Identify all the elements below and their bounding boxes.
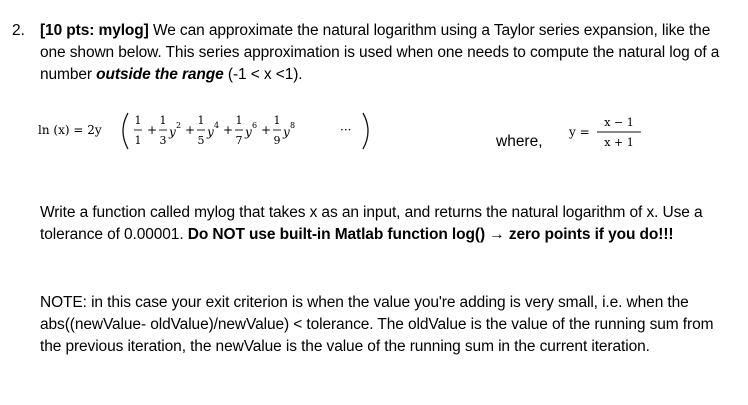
plus-sign: + xyxy=(147,123,158,137)
term-numerator: 1 xyxy=(273,114,281,127)
term-exponent: 6 xyxy=(252,121,258,130)
term-variable: y xyxy=(245,125,252,139)
plus-sign: + xyxy=(223,123,234,137)
left-paren xyxy=(123,113,128,149)
formula-ellipsis: ··· xyxy=(340,123,352,137)
task-text: Write a function called mylog that takes x as an input, and returns the natural logarithm of x. Use a tolerance of 0.00001. xyxy=(40,204,703,243)
intro-text-2: (-1 < x <1). xyxy=(223,66,303,83)
term-variable: y xyxy=(169,125,176,139)
taylor-series-formula xyxy=(38,111,378,151)
where-label: where, xyxy=(496,133,543,150)
term-denominator: 3 xyxy=(159,134,167,147)
task-paragraph xyxy=(40,202,730,246)
term-exponent: 4 xyxy=(214,121,220,130)
y-definition xyxy=(569,113,649,153)
term-numerator: 1 xyxy=(197,114,205,127)
points-label: [10 pts: mylog] xyxy=(40,22,149,39)
y-denominator: x + 1 xyxy=(604,136,634,149)
y-lhs: y = xyxy=(569,125,590,139)
intro-emphasis: outside the range xyxy=(96,66,224,83)
formula-lhs: ln (x) = 2y xyxy=(38,123,102,137)
y-numerator: x − 1 xyxy=(604,116,634,129)
term-variable: y xyxy=(283,125,290,139)
term-numerator: 1 xyxy=(134,114,142,127)
question-number: 2. xyxy=(12,22,25,39)
right-paren xyxy=(363,113,368,149)
term-denominator: 9 xyxy=(273,134,281,147)
formula-terms xyxy=(134,114,295,147)
term-numerator: 1 xyxy=(235,114,243,127)
plus-sign: + xyxy=(261,123,272,137)
intro-text-1: We can approximate the natural logarithm using a Taylor series expansion, like the one shown below. This series approximation is used when one needs to compute the natural log of a number xyxy=(40,22,720,83)
term-numerator: 1 xyxy=(159,114,167,127)
plus-sign: + xyxy=(185,123,196,137)
formula-svg xyxy=(38,111,378,151)
term-exponent: 8 xyxy=(290,121,296,130)
term-variable: y xyxy=(207,125,214,139)
intro-paragraph xyxy=(40,20,730,86)
note-paragraph: NOTE: in this case your exit criterion is when the value you're adding is very small, i.e. when the abs((newValue- oldValue)/newValue) < tolerance. The oldValue is the value of the running sum from the previous iteration, the newValue is the value of the running sum in the current iteration. xyxy=(40,294,714,355)
term-denominator: 5 xyxy=(197,134,205,147)
term-denominator: 1 xyxy=(134,134,142,147)
term-exponent: 2 xyxy=(176,121,182,130)
term-denominator: 7 xyxy=(235,134,243,147)
y-definition-svg xyxy=(569,113,649,153)
task-warning: Do NOT use built-in Matlab function log() → zero points if you do!!! xyxy=(187,226,674,243)
